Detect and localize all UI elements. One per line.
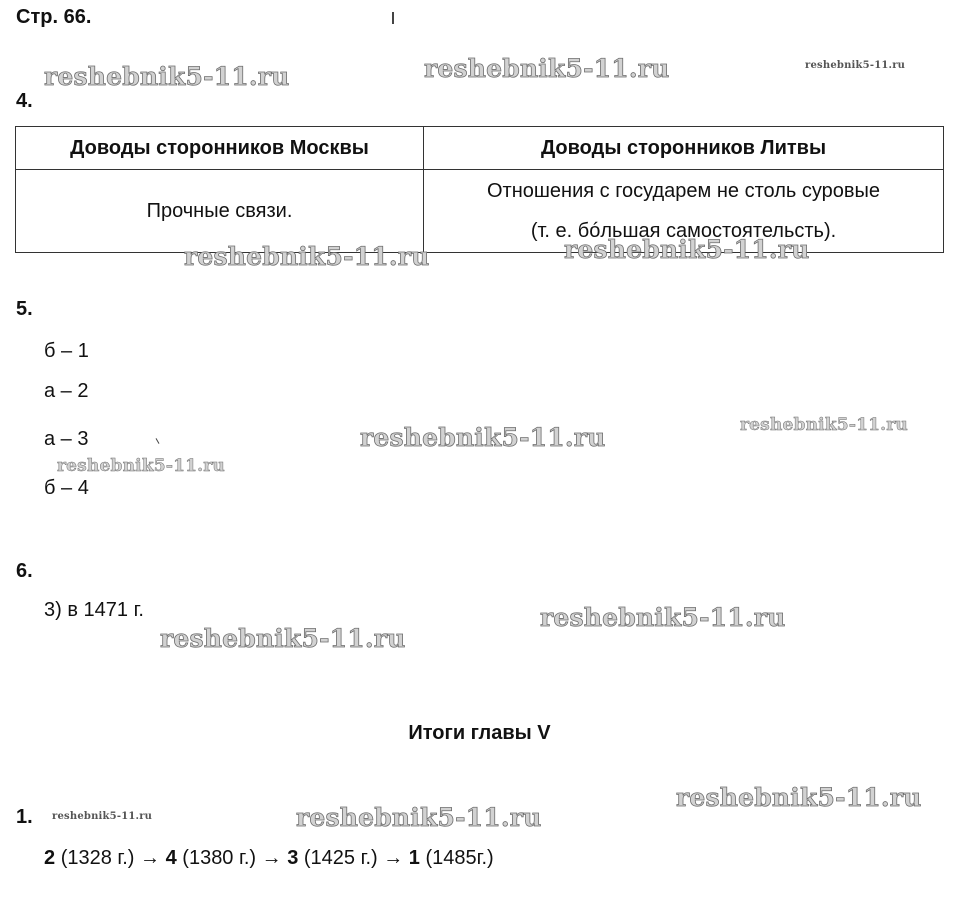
step-3-year: (1425 г.)	[303, 847, 378, 869]
task5-answer-3: а – 3	[44, 428, 89, 450]
task4-number: 4.	[16, 90, 33, 112]
header-moscow: Доводы сторонников Москвы	[16, 127, 424, 170]
task6-answer: 3) в 1471 г.	[44, 599, 144, 621]
table-header-row	[16, 127, 944, 170]
watermark: reshebnik5-11.ru	[44, 62, 290, 91]
watermark: reshebnik5-11.ru	[424, 54, 670, 83]
cell-lithuania-line2: (т. е. бóльшая самостоятельсть).	[530, 220, 837, 242]
task5-answer-2: а – 2	[44, 380, 89, 402]
step-2-number: 4	[165, 847, 177, 869]
summary-task1-number: 1.	[16, 806, 33, 828]
step-3-number: 3	[287, 847, 299, 869]
watermark: reshebnik5-11.ru	[160, 624, 406, 653]
chapter-summary-title: Итоги главы V	[408, 722, 551, 744]
step-1-year: (1328 г.)	[60, 847, 135, 869]
watermark: reshebnik5-11.ru	[52, 811, 153, 822]
arrow-3: →	[383, 847, 404, 869]
cell-moscow: Прочные связи.	[16, 170, 424, 253]
stray-mark	[392, 12, 394, 24]
watermark: reshebnik5-11.ru	[57, 456, 225, 476]
stray-mark-2	[156, 438, 160, 444]
step-4-year: (1485г.)	[425, 847, 494, 869]
watermark: reshebnik5-11.ru	[540, 603, 786, 632]
arguments-table	[15, 126, 944, 253]
watermark: reshebnik5-11.ru	[360, 423, 606, 452]
arrow-1: →	[140, 847, 161, 869]
page-label: Стр. 66.	[16, 6, 92, 28]
watermark: reshebnik5-11.ru	[740, 415, 908, 435]
step-4-number: 1	[408, 847, 420, 869]
task6-number: 6.	[16, 560, 33, 582]
watermark: reshebnik5-11.ru	[805, 60, 906, 71]
watermark: reshebnik5-11.ru	[564, 235, 810, 264]
watermark: reshebnik5-11.ru	[184, 242, 430, 271]
summary-task1-sequence	[44, 847, 494, 870]
arrow-2: →	[261, 847, 282, 869]
step-2-year: (1380 г.)	[182, 847, 257, 869]
watermark: reshebnik5-11.ru	[676, 783, 922, 812]
task5-number: 5.	[16, 298, 33, 320]
cell-lithuania-line1: Отношения с государем не столь суровые	[486, 180, 880, 202]
task5-answer-1: б – 1	[44, 340, 89, 362]
step-1-number: 2	[44, 847, 56, 869]
watermark: reshebnik5-11.ru	[296, 803, 542, 832]
task5-answer-4: б – 4	[44, 477, 89, 499]
header-lithuania: Доводы сторонников Литвы	[424, 127, 944, 170]
